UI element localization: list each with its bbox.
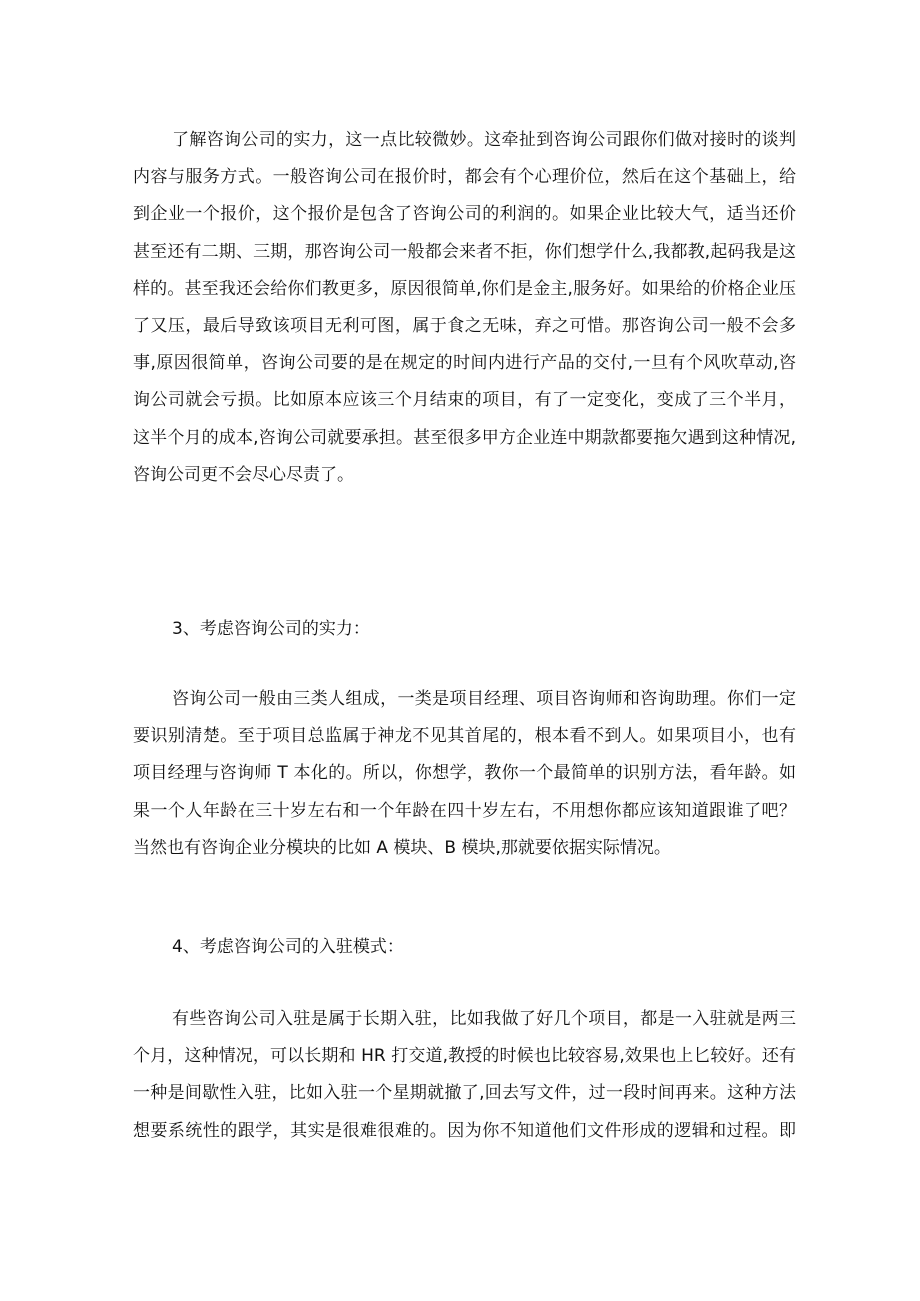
paragraph-line: 咨询公司更不会尽心尽责了。 [133,464,354,485]
paragraph-line: 有些咨询公司入驻是属于长期入驻，比如我做了好几个项目，都是一入驻就是两三 [172,1009,796,1029]
section-heading-4: 4、考虑咨询公司的入驻模式： [172,937,404,957]
paragraph-line: 到企业一个报价，这个报价是包含了咨询公司的利润的。如果企业比较大气，适当还价 [133,204,796,225]
paragraph-line: 了又压，最后导致该项目无利可图，属于食之无味，弃之可惜。那咨询公司一般不会多 [133,315,796,336]
paragraph-line: 想要系统性的跟学，其实是很难很难的。因为你不知道他们文件形成的逻辑和过程。即 [133,1120,796,1141]
paragraph-line: 当然也有咨询企业分模块的比如 A 模块、B 模块,那就要依据实际情况。 [133,837,671,858]
paragraph-consultant-roles [133,681,796,867]
paragraph-line: 样的。甚至我还会给你们教更多，原因很简单,你们是金主,服务好。如果给的价格企业压 [133,278,796,299]
paragraph-line: 一种是间歇性入驻，比如入驻一个星期就撤了,回去写文件，过一段时间再来。这种方法 [133,1083,796,1104]
paragraph-consulting-strength [133,122,796,494]
paragraph-line: 这半个月的成本,咨询公司就要承担。甚至很多甲方企业连中期款都要拖欠遇到这种情况, [133,427,796,448]
paragraph-line: 询公司就会亏损。比如原本应该三个月结束的项目，有了一定变化，变成了三个半月， [133,390,796,411]
paragraph-line: 项目经理与咨询师 T 本化的。所以，你想学，教你一个最简单的识别方法，看年龄。如 [133,763,796,784]
paragraph-line: 甚至还有二期、三期，那咨询公司一般都会来者不拒，你们想学什么,我都教,起码我是这 [133,241,796,262]
paragraph-line: 咨询公司一般由三类人组成，一类是项目经理、项目咨询师和咨询助理。你们一定 [172,689,796,709]
paragraph-onsite-mode [133,1001,796,1150]
paragraph-line: 果一个人年龄在三十岁左右和一个年龄在四十岁左右，不用想你都应该知道跟谁了吧？ [133,800,796,821]
paragraph-line: 事,原因很简单，咨询公司要的是在规定的时间内进行产品的交付,一旦有个风吹草动,咨 [133,353,796,374]
paragraph-line: 了解咨询公司的实力，这一点比较微妙。这牵扯到咨询公司跟你们做对接时的谈判 [172,130,796,150]
paragraph-line: 个月，这种情况，可以长期和 HR 打交道,教授的时候也比较容易,效果也上匕较好。还有 [133,1046,796,1067]
paragraph-line: 要识别清楚。至于项目总监属于神龙不见其首尾的，根本看不到人。如果项目小，也有 [133,726,796,747]
paragraph-line: 内容与服务方式。一般咨询公司在报价时，都会有个心理价位，然后在这个基础上，给 [133,167,796,188]
section-heading-3: 3、考虑咨询公司的实力： [172,619,370,639]
